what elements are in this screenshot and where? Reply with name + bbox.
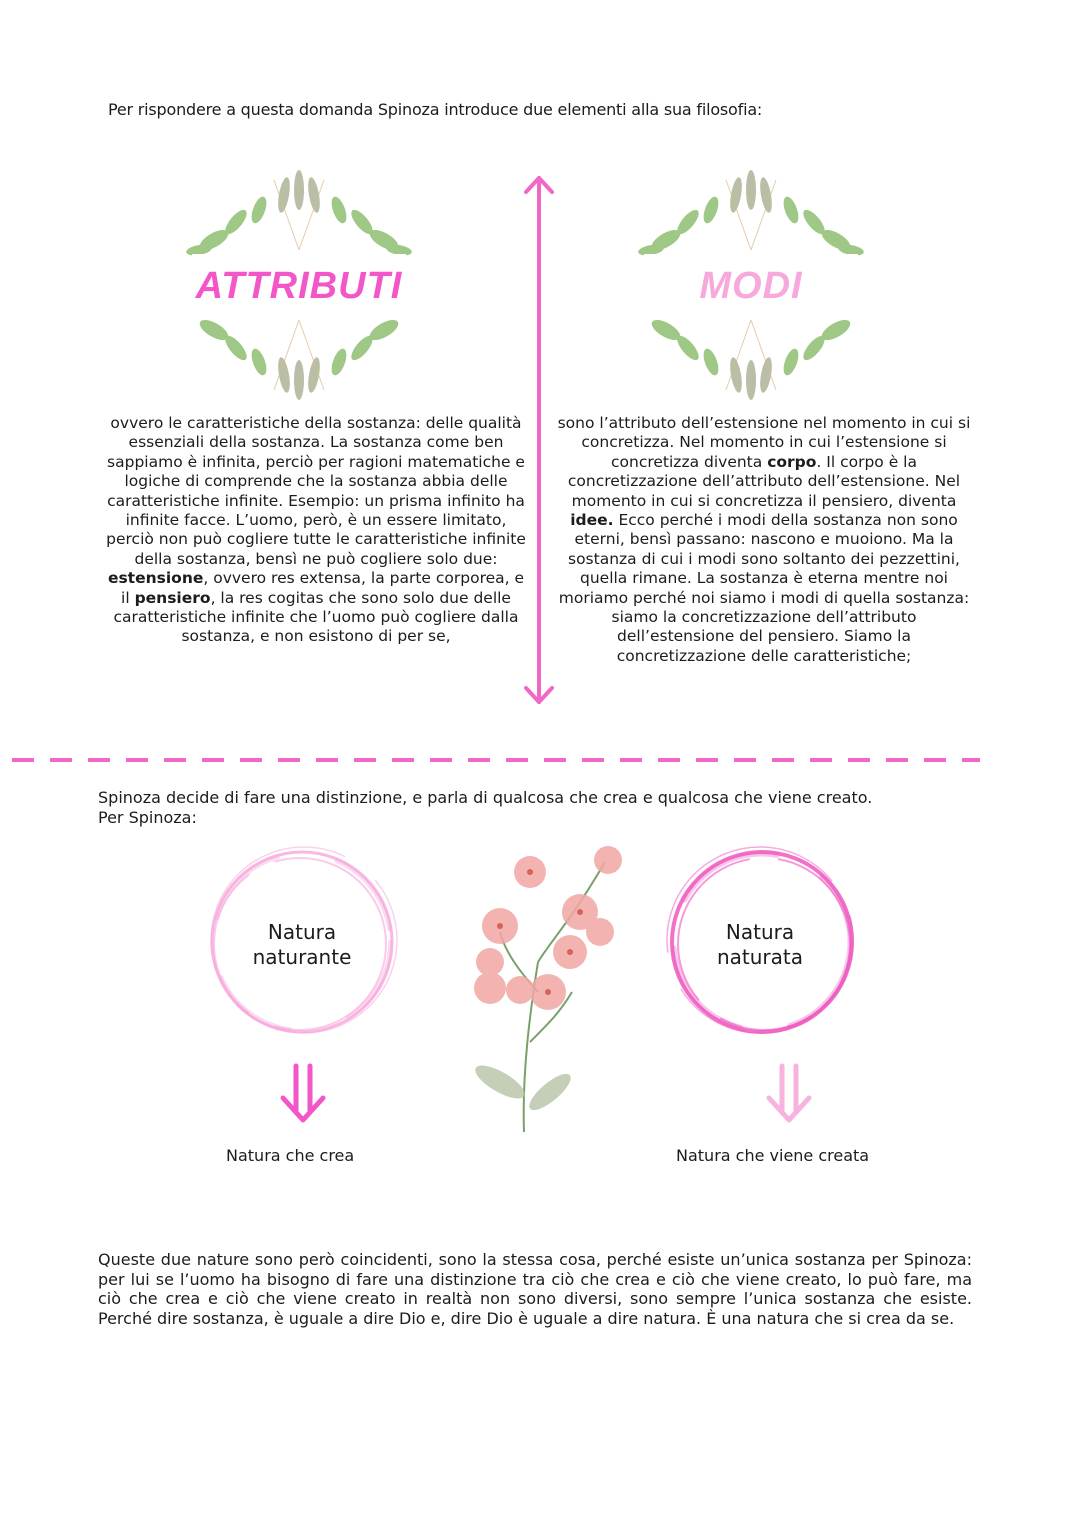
modi-wreath [626, 170, 876, 400]
natura-naturata-label [672, 920, 848, 970]
estensione-bold: estensione [107, 569, 204, 588]
watercolor-flowers-icon [460, 842, 640, 1134]
modi-title: MODI [699, 264, 803, 307]
attributi-text-part3: , la res cogitas che sono solo due delle caratteristiche infinite che l’uomo può cogliere dalla sostanza, e non esistono di per se, [113, 588, 519, 646]
modi-text [556, 414, 972, 666]
dashed-divider [12, 756, 980, 764]
natura-naturata-line2: naturata [716, 945, 804, 969]
section2-intro [98, 788, 872, 828]
double-down-arrow-left-icon [278, 1062, 328, 1124]
natura-naturante-line2: naturante [252, 945, 352, 969]
modi-text-part2: . Il corpo è la concretizzazione dell’attributo dell’estensione. Nel momento in cui si concretizza il pensiero, diventa [567, 452, 961, 510]
modi-text-part3: Ecco perché i modi della sostanza non sono eterni, bensì passano: nascono e muoiono. Ma la sostanza di cui i modi sono soltanto dei pezzettini, quella rimane. La sostanza è eterna mentre noi moriamo perché noi siamo i modi di quella sostanza: siamo la concretizzazione dell’attributo dell’estensione del pensiero. Siamo la concretizzazione delle caratteristiche; [558, 511, 970, 665]
intro-text: Per rispondere a questa domanda Spinoza introduce due elementi alla sua filosofia: [108, 100, 763, 119]
corpo-bold: corpo [767, 452, 817, 471]
conclusion-paragraph: Queste due nature sono però coincidenti, sono la stessa cosa, perché esiste un’unica sostanza per Spinoza: per lui se l’uomo ha bisogno di fare una distinzione tra ciò che crea e ciò che viene creato, lo può fare, ma ciò che crea e ciò che viene creato in realtà non sono diversi, sono sempre l’unica sostanza che esiste. Perché dire sostanza, è uguale a dire Dio e, dire Dio è uguale a dire natura. È una natura che si crea da se. [98, 1250, 972, 1328]
pensiero-bold: pensiero [134, 588, 211, 607]
attributi-text-part2: , ovvero res extensa, la parte corporea, e il [121, 569, 525, 607]
section2-line2: Per Spinoza: [98, 808, 197, 827]
natura-naturata-line1: Natura [725, 920, 795, 944]
natura-che-viene-creata-caption: Natura che viene creata [676, 1146, 870, 1165]
double-down-arrow-right-icon [764, 1062, 814, 1124]
natura-naturante-label [214, 920, 390, 970]
section2-line1: Spinoza decide di fare una distinzione, e parla di qualcosa che crea e qualcosa che viene creato. [98, 788, 873, 807]
attributi-wreath [174, 170, 424, 400]
natura-naturante-line1: Natura [267, 920, 337, 944]
attributi-title: ATTRIBUTI [195, 264, 403, 307]
attributi-text-part1: ovvero le caratteristiche della sostanza: delle qualità essenziali della sostanza. La sostanza come ben sappiamo è infinita, perciò per ragioni matematiche e logiche di comprende che la sostanza abbia delle caratteristiche infinite. Esempio: un prisma infinito ha infinite facce. L’uomo, però, è un essere limitato, perciò non può cogliere tutte le caratteristiche infinite della sostanza, bensì ne può cogliere solo due: [106, 414, 526, 568]
idee-bold: idee. [570, 511, 614, 530]
modi-text-part1: sono l’attributo dell’estensione nel momento in cui si concretizza. Nel momento in cui l’estensione si concretizza diventa [557, 414, 971, 471]
natura-che-crea-caption: Natura che crea [226, 1146, 355, 1165]
attributi-text [104, 414, 528, 647]
